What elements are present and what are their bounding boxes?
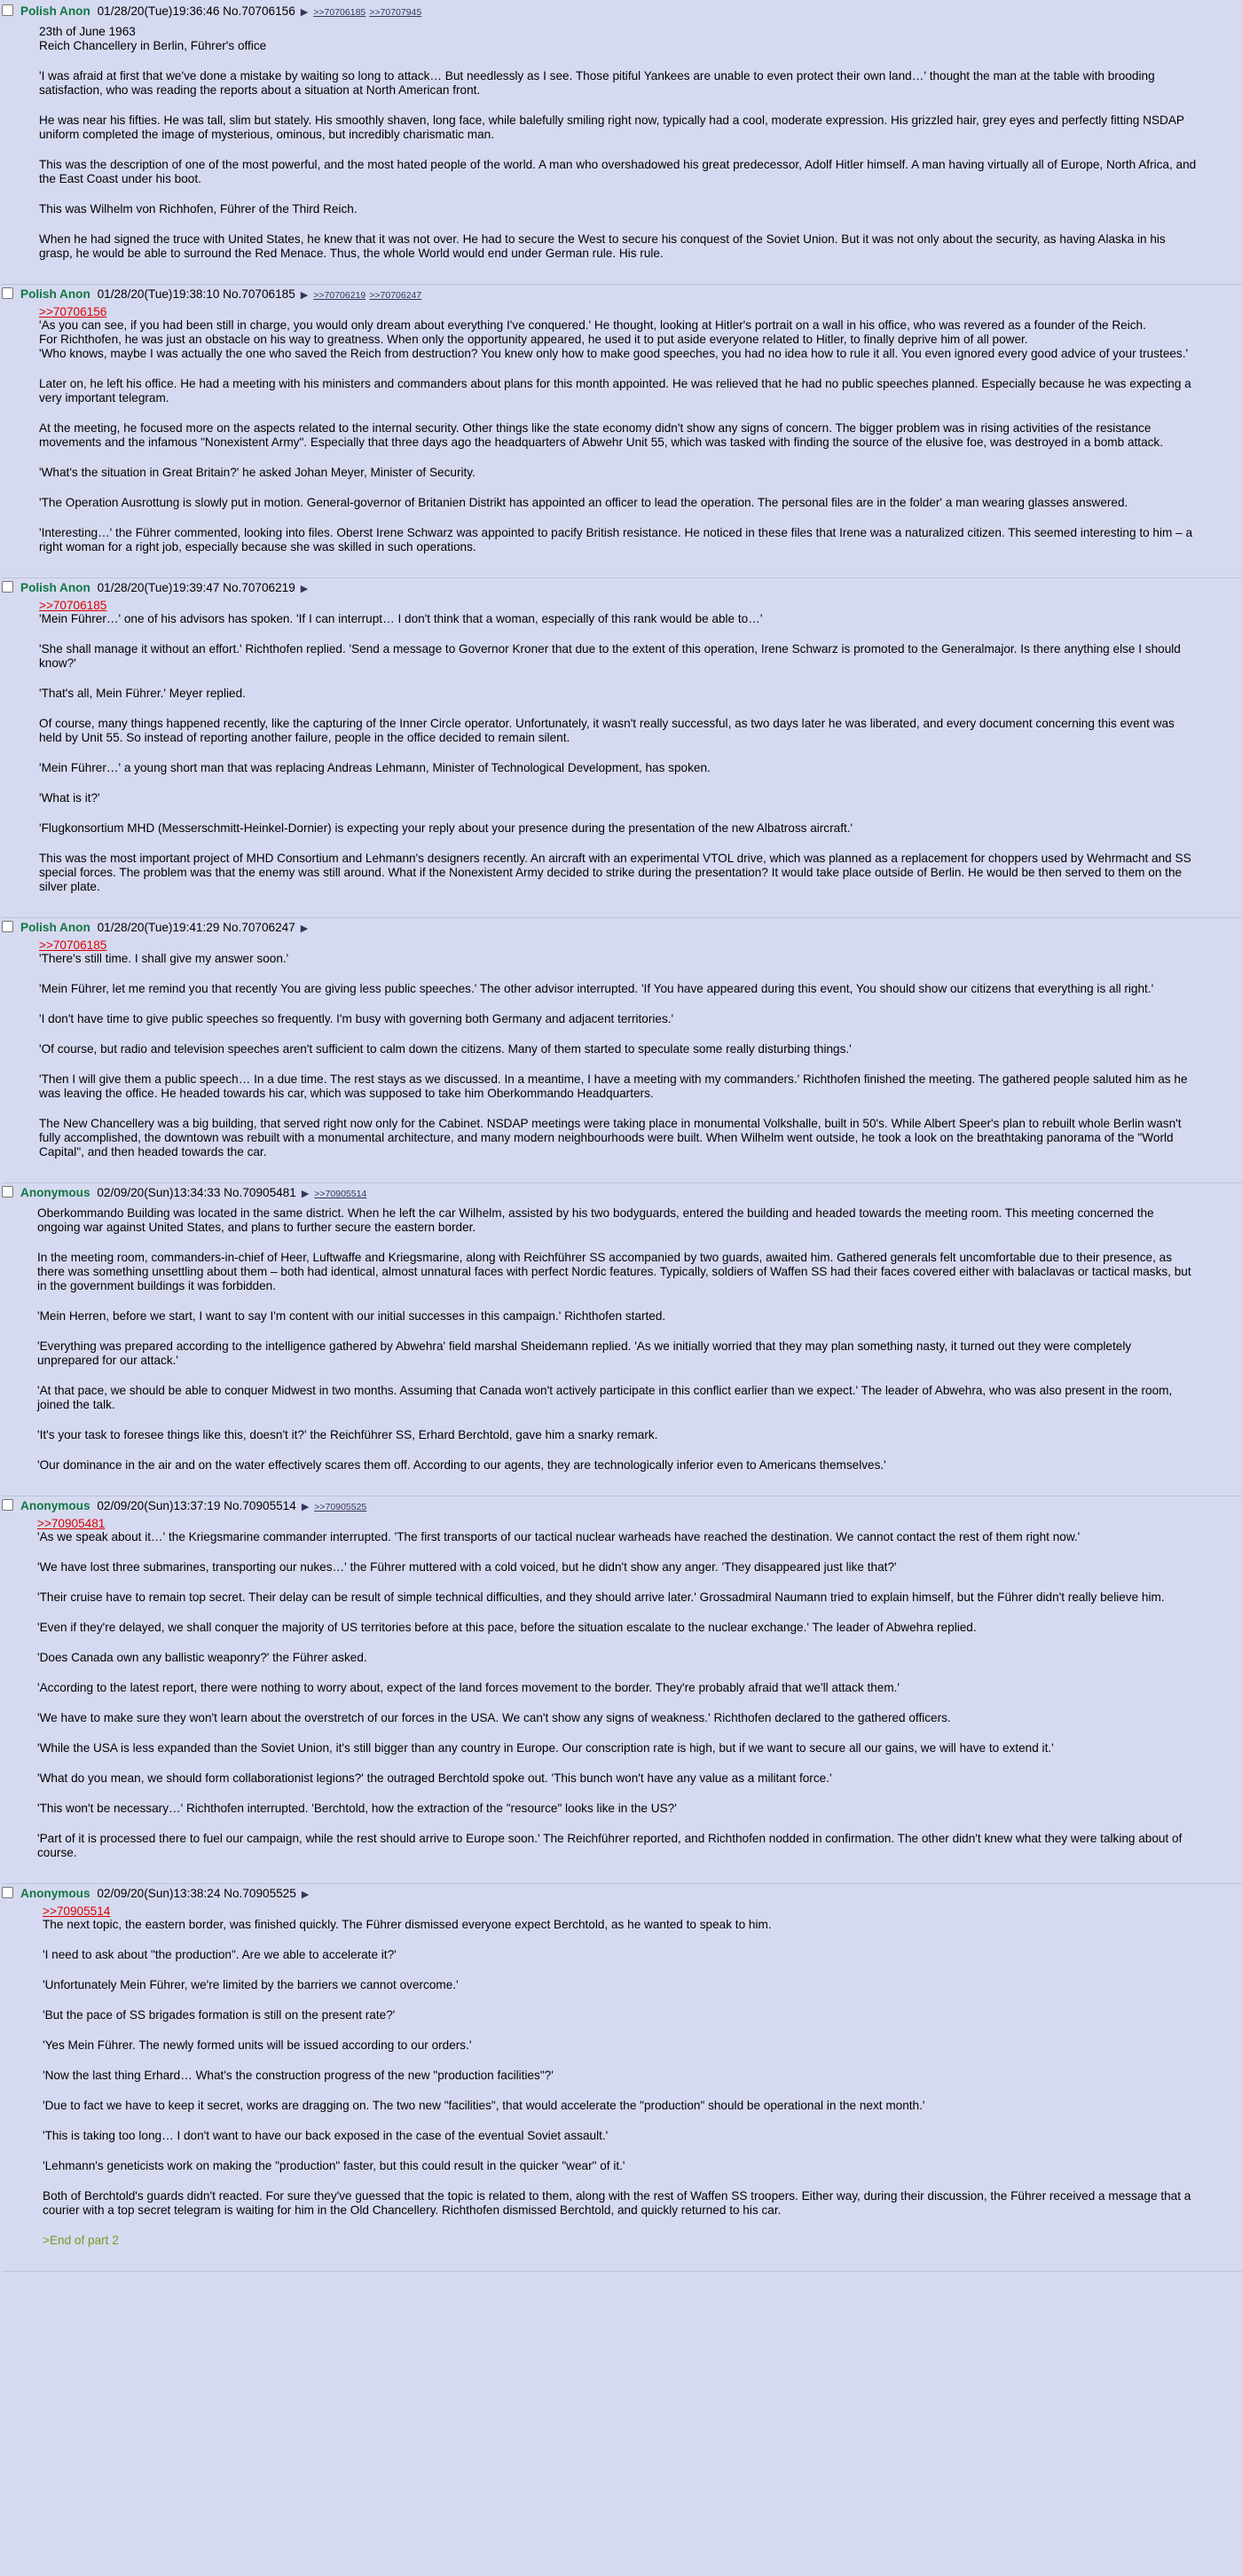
post-body <box>2 1905 1242 2248</box>
post-paragraph: 'We have lost three submarines, transporting our nukes…' the Führer muttered with a cold voiced, but he didn't show any anger. 'They disappeared just like that?' <box>37 1560 897 1574</box>
post-paragraph: 'Mein Führer…' one of his advisors has spoken. 'If I can interrupt… I don't think that a woman, especially of this rank would be able to…' <box>39 612 763 625</box>
poster-name: Polish Anon <box>20 921 90 934</box>
post-paragraph: 'While the USA is less expanded than the Soviet Union, it's still bigger than any country in Europe. Our conscription rate is high, but if we want to secure all our gains, we will have to extend it.' <box>37 1741 1054 1755</box>
post <box>2 918 1242 1183</box>
post-paragraph: Of course, many things happened recently, like the capturing of the Inner Circle operator. Unfortunately, it wasn't really successful, as two days later he was liberated, and every document concerning this event was held by Unit 55. So instead of reporting another failure, people in the office decided to remain silent. <box>39 717 1175 744</box>
post-header <box>2 2 1242 21</box>
post-menu-arrow-icon[interactable]: ▶ <box>301 1889 310 1900</box>
post-datetime: 01/28/20(Tue)19:36:46 <box>93 4 224 18</box>
post-paragraph: 'Flugkonsortium MHD (Messerschmitt-Heinkel-Dornier) is expecting your reply about your presence during the presentation of the new Albatross aircraft.' <box>39 821 853 835</box>
post-datetime: 01/28/20(Tue)19:39:47 <box>93 581 224 594</box>
post-body <box>2 600 1242 894</box>
post-menu-arrow-icon[interactable]: ▶ <box>300 7 309 18</box>
post-header <box>2 1496 1242 1516</box>
poster-name: Polish Anon <box>20 4 90 18</box>
post-paragraph: 'Yes Mein Führer. The newly formed units will be issued according to our orders.' <box>43 2038 472 2052</box>
post-body <box>2 939 1242 1159</box>
post-paragraph: This was the description of one of the most powerful, and the most hated people of the world. A man who overshadowed his great predecessor, Adolf Hitler himself. A man having virtually all of Europe, North Africa, and the East Coast under his boot. <box>39 158 1197 185</box>
post-paragraph: When he had signed the truce with United States, he knew that it was not over. He had to secure the West to secure his conquest of the Soviet Union. But it was not only about the security, as having Alaska in his grasp, he would be able to surround the Red Menace. Thus, the whole World would end under German rule. His rule. <box>39 232 1166 260</box>
post-paragraph: 'As we speak about it…' the Kriegsmarine commander interrupted. 'The first transports of our tactical nuclear warheads have reached the destination. We cannot contact the rest of them right now.' <box>37 1530 1081 1543</box>
post-menu-arrow-icon[interactable]: ▶ <box>300 290 309 301</box>
post-body <box>2 1518 1242 1860</box>
post-body <box>2 306 1242 554</box>
quote-link[interactable]: >>70706156 <box>39 305 107 318</box>
post-paragraph: He was near his fifties. He was tall, slim but stately. His smoothly shaven, long face, while balefully smiling right now, typically had a cool, moderate expression. His grizzled hair, grey eyes and perfectly fitting NSDAP uniform completed the image of mysterious, ominous, but incredibly charismatic man. <box>39 114 1184 141</box>
post-paragraph: 'I need to ask about "the production". Are we able to accelerate it?' <box>43 1948 397 1961</box>
post-paragraph: 'Even if they're delayed, we shall conquer the majority of US territories before at this pace, before the situation escalate to the nuclear exchange.' The leader of Abwehra replied. <box>37 1621 977 1634</box>
post <box>2 578 1242 918</box>
post-paragraph: 'Lehmann's geneticists work on making the "production" faster, but this could result in the quicker "wear" of it.' <box>43 2159 625 2172</box>
backlink[interactable]: >>70706185 <box>313 7 366 18</box>
post-datetime: 02/09/20(Sun)13:37:19 <box>93 1499 224 1512</box>
post-paragraph: 'There's still time. I shall give my answer soon.' <box>39 952 289 965</box>
post-paragraph: The next topic, the eastern border, was finished quickly. The Führer dismissed everyone expect Berchtold, as he wanted to speak to him. <box>43 1918 772 1931</box>
post-paragraph: 'Does Canada own any ballistic weaponry?' the Führer asked. <box>37 1651 367 1664</box>
backlinks <box>314 1186 370 1199</box>
post-paragraph: 'She shall manage it without an effort.' Richthofen replied. 'Send a message to Governor Kroner that due to the extent of this operation, Irene Schwarz is promoted to the Generalmajor. Is there anything else I should know?' <box>39 642 1181 670</box>
post-paragraph: 'According to the latest report, there were nothing to worry about, expect of the land forces movement to the border. They're probably afraid that we'll attack them.' <box>37 1681 900 1694</box>
greentext: >End of part 2 <box>43 2234 119 2247</box>
post-paragraph: 'Part of it is processed there to fuel our campaign, while the rest should arrive to Europe soon.' The Reichführer reported, and Richthofen nodded in confirmation. The other didn't knew what they were talking about of course. <box>37 1832 1183 1859</box>
backlinks <box>314 1499 370 1512</box>
post-paragraph: Later on, he left his office. He had a meeting with his ministers and commanders about plans for this month appointed. He was relieved that he had no public speeches planned. Especially because he was expecting a very important telegram. <box>39 377 1191 404</box>
post-paragraph: 'Unfortunately Mein Führer, we're limited by the barriers we cannot overcome.' <box>43 1978 459 1991</box>
post-paragraph: 'Then I will give them a public speech… In a due time. The rest stays as we discussed. In a meantime, I have a meeting with my commanders.' Richthofen finished the meeting. The gathered people saluted him as he was leaving the office. He headed towards his car, which was supposed to take him Oberkommando Headquarters. <box>39 1072 1188 1100</box>
poster-name: Anonymous <box>20 1499 90 1512</box>
post-paragraph: 'I don't have time to give public speeches so frequently. I'm busy with governing both Germany and adjacent territories.' <box>39 1012 674 1025</box>
post-paragraph: 'Their cruise have to remain top secret. Their delay can be result of simple technical difficulties, and they should arrive later.' Grossadmiral Naumann tried to explain himself, but the Führer didn't really believe him. <box>37 1590 1165 1604</box>
post-header <box>2 918 1242 938</box>
post-paragraph: 'Of course, but radio and television speeches aren't sufficient to calm down the citizens. Many of them started to speculate some really disturbing things.' <box>39 1042 852 1056</box>
post-number[interactable]: No.70706185 <box>223 287 295 301</box>
post-number[interactable]: No.70706247 <box>223 921 295 934</box>
backlinks <box>313 287 425 301</box>
post-paragraph: 'I was afraid at first that we've done a mistake by waiting so long to attack… But needlessly as I see. Those pitiful Yankees are unable to even protect their own land…' thought the man at the table with brooding satisfaction, who was reading the reports about a situation at North American front. <box>39 69 1155 97</box>
post-paragraph: 'Due to fact we have to keep it secret, works are dragging on. The two new "facilities", that would accelerate the "production" should be operational in the next month.' <box>43 2099 925 2112</box>
quote-link[interactable]: >>70706185 <box>39 599 107 612</box>
post-header <box>2 1884 1242 1904</box>
post-number[interactable]: No.70706219 <box>223 581 295 594</box>
quote-link[interactable]: >>70905481 <box>37 1517 106 1530</box>
backlink[interactable]: >>70905514 <box>314 1189 367 1199</box>
post-menu-arrow-icon[interactable]: ▶ <box>301 1502 310 1512</box>
post-paragraph: 'It's your task to foresee things like this, doesn't it?' the Reichführer SS, Erhard Berchtold, gave him a snarky remark. <box>37 1428 658 1441</box>
post-paragraph: 'What's the situation in Great Britain?' he asked Johan Meyer, Minister of Security. <box>39 466 476 479</box>
post-header <box>2 1183 1242 1203</box>
post-paragraph: 23th of June 1963 Reich Chancellery in Berlin, Führer's office <box>39 25 267 52</box>
post <box>2 1183 1242 1496</box>
backlinks <box>313 4 425 18</box>
post-menu-arrow-icon[interactable]: ▶ <box>301 1189 310 1199</box>
post-paragraph: This was the most important project of MHD Consortium and Lehmann's designers recently. An aircraft with an experimental VTOL drive, which was planned as a replacement for choppers used by Wehrmacht and SS special forces. The problem was that the enemy was still around. What if the Nonexistent Army decided to strike during the presentation? It would take place outside of Berlin. He would be then served to them on the silver plate. <box>39 852 1191 893</box>
post-paragraph: 'Now the last thing Erhard… What's the construction progress of the new "production facilities"?' <box>43 2069 554 2082</box>
post-paragraph: 'We have to make sure they won't learn about the overstretch of our forces in the USA. We can't show any signs of weakness.' Richthofen declared to the gathered officers. <box>37 1711 951 1724</box>
post-paragraph: In the meeting room, commanders-in-chief of Heer, Luftwaffe and Kriegsmarine, along with Reichführer SS accompanied by two guards, awaited him. Gathered generals felt uncomfortable due to their presence, as there was something unsettling about them – both had identical, almost unnatural faces with perfect Nordic features. Typically, soldiers of Waffen SS had their faces covered either with balaclavas or tactical masks, but in the government buildings it was forbidden. <box>37 1251 1191 1292</box>
post-number[interactable]: No.70905514 <box>224 1499 296 1512</box>
poster-name: Polish Anon <box>20 287 90 301</box>
post-paragraph: Both of Berchtold's guards didn't reacted. For sure they've guessed that the topic is related to them, along with the rest of Waffen SS troopers. Either way, during their discussion, the Führer received a message that a courier with a top secret telegram is waiting for him in the Old Chancellery. Richthofen dismissed Berchtold, and quickly returned to his car. <box>43 2189 1191 2217</box>
post-paragraph: Oberkommando Building was located in the same district. When he left the car Wilhelm, assisted by his two bodyguards, entered the building and headed towards the meeting room. This meeting concerned the ongoing war against United States, and plans to further secure the eastern border. <box>37 1206 1154 1234</box>
quote-link[interactable]: >>70905514 <box>43 1905 111 1918</box>
post-checkbox[interactable] <box>2 1887 13 1898</box>
post-header <box>2 578 1242 598</box>
post-header <box>2 285 1242 304</box>
post-paragraph: 'This won't be necessary…' Richthofen interrupted. 'Berchtold, how the extraction of the "resource" looks like in the US?' <box>37 1802 677 1815</box>
post-paragraph: At the meeting, he focused more on the aspects related to the internal security. Other things like the state economy didn't show any signs of concern. The bigger problem was in rising activities of the resistance movements and the infamous "Nonexistent Army". Especially that three days ago the headquarters of Abwehr Unit 55, which was tasked with finding the source of the elusive foe, was destroyed in a bomb attack. <box>39 421 1164 449</box>
post <box>2 2 1242 285</box>
post-number[interactable]: No.70905525 <box>224 1887 296 1900</box>
backlink[interactable]: >>70707945 <box>369 7 422 18</box>
post-paragraph: 'Mein Führer, let me remind you that recently You are giving less public speeches.' The other advisor interrupted. 'If You have appeared during this event, You should show our citizens that everything is all right.' <box>39 982 1154 995</box>
post-paragraph: The New Chancellery was a big building, that served right now only for the Cabinet. NSDAP meetings were taking place in monumental Volkshalle, built in 50's. While Albert Speer's plan to rebuilt whole Berlin wasn't fully accomplished, the downtown was rebuilt with a monumental architecture, and many modern neighbourhoods were built. When Wilhelm went outside, he took a look on the breathtaking panorama of the "World Capital", and then headed towards the car. <box>39 1117 1182 1158</box>
post-checkbox[interactable] <box>2 581 13 593</box>
post-datetime: 02/09/20(Sun)13:38:24 <box>93 1887 224 1900</box>
post-number[interactable]: No.70706156 <box>223 4 295 18</box>
post-paragraph: 'What is it?' <box>39 791 100 805</box>
post-paragraph: This was Wilhelm von Richhofen, Führer of the Third Reich. <box>39 202 358 216</box>
post-body <box>2 1203 1242 1473</box>
post-checkbox[interactable] <box>2 921 13 932</box>
poster-name: Anonymous <box>20 1887 90 1900</box>
post-paragraph: 'That's all, Mein Führer.' Meyer replied. <box>39 687 246 700</box>
post-paragraph: 'As you can see, if you had been still in charge, you would only dream about everything I've conquered.' He thought, looking at Hitler's portrait on a wall in his office, who was revered as a founder of the Reich. For Richthofen, he was just an obstacle on his way to greatness. When only the opportunity appeared, he used it to put aside everyone related to Hitler, to finally deprive him of all power. 'Who knows, maybe I was actually the one who saved the Reich from destruction? You knew only how to make good speeches, you had no idea how to rule it all. You even ignored every good advice of your trustees.' <box>39 318 1189 360</box>
quote-link[interactable]: >>70706185 <box>39 939 107 952</box>
post-paragraph: 'But the pace of SS brigades formation is still on the present rate?' <box>43 2008 396 2022</box>
post-datetime: 01/28/20(Tue)19:41:29 <box>93 921 224 934</box>
post-checkbox[interactable] <box>2 4 13 16</box>
post-paragraph: 'Mein Herren, before we start, I want to say I'm content with our initial successes in this campaign.' Richthofen started. <box>37 1309 666 1323</box>
post-body <box>2 21 1242 261</box>
backlink[interactable]: >>70706247 <box>369 290 422 301</box>
post-paragraph: 'Interesting…' the Führer commented, looking into files. Oberst Irene Schwarz was appointed to pacify British resistance. He noticed in these files that Irene was a naturalized citizen. This seemed interesting to him – a right woman for a right job, especially because she was skilled in such operations. <box>39 526 1193 554</box>
post-paragraph: 'This is taking too long… I don't want to have our back exposed in the case of the eventual Soviet assault.' <box>43 2129 609 2142</box>
post <box>2 285 1242 578</box>
post-menu-arrow-icon[interactable]: ▶ <box>300 584 309 594</box>
post-menu-arrow-icon[interactable]: ▶ <box>300 923 309 934</box>
backlink[interactable]: >>70905525 <box>314 1502 367 1512</box>
post-checkbox[interactable] <box>2 1186 13 1198</box>
post <box>2 1496 1242 1884</box>
post-datetime: 02/09/20(Sun)13:34:33 <box>93 1186 224 1199</box>
post-paragraph: 'The Operation Ausrottung is slowly put in motion. General-governor of Britanien Distrikt has appointed an officer to lead the operation. The personal files are in the folder' a man wearing glasses answered. <box>39 496 1128 509</box>
post-paragraph: 'Our dominance in the air and on the water effectively scares them off. According to our agents, they are technologically inferior even to Americans themselves.' <box>37 1458 886 1472</box>
post-checkbox[interactable] <box>2 287 13 299</box>
post-number[interactable]: No.70905481 <box>224 1186 296 1199</box>
post-datetime: 01/28/20(Tue)19:38:10 <box>93 287 224 301</box>
post-paragraph: 'What do you mean, we should form collaborationist legions?' the outraged Berchtold spoke out. 'This bunch won't have any value as a militant force.' <box>37 1771 832 1785</box>
backlink[interactable]: >>70706219 <box>313 290 366 301</box>
post-paragraph: 'Everything was prepared according to the intelligence gathered by Abwehra' field marshal Sheidemann replied. 'As we initially worried that they may plan something nasty, it turned out they were completely unprepared for our attack.' <box>37 1339 1132 1367</box>
post-paragraph: 'At that pace, we should be able to conquer Midwest in two months. Assuming that Canada won't actively participate in this conflict earlier than we expect.' The leader of Abwehra, who was also present in the room, joined the talk. <box>37 1384 1173 1411</box>
post-checkbox[interactable] <box>2 1499 13 1511</box>
poster-name: Anonymous <box>20 1186 90 1199</box>
post-paragraph: 'Mein Führer…' a young short man that was replacing Andreas Lehmann, Minister of Technological Development, has spoken. <box>39 761 711 774</box>
post <box>2 1884 1242 2272</box>
poster-name: Polish Anon <box>20 581 90 594</box>
